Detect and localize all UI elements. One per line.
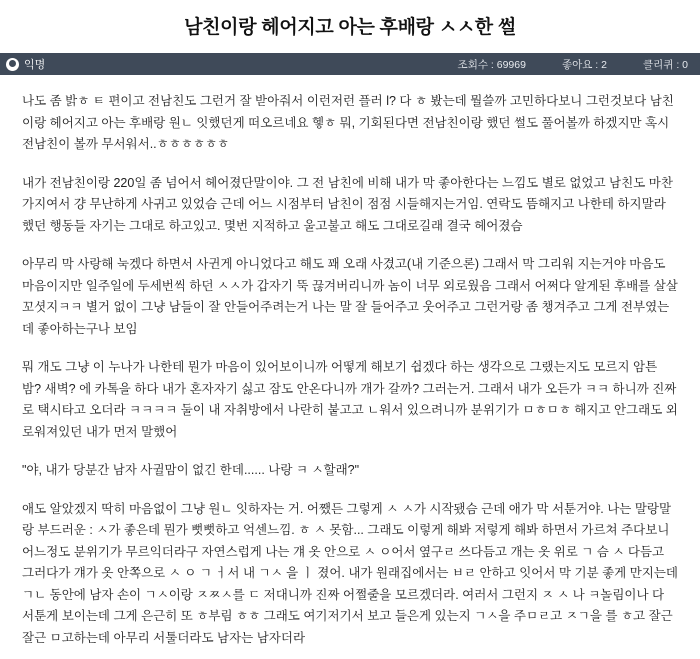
post-stats bbox=[458, 57, 690, 72]
views-count: 조회수 : 69969 bbox=[457, 58, 526, 71]
title-bar bbox=[0, 0, 700, 53]
post-paragraph: 나도 좀 밝ㅎ ㅌ 편이고 전남친도 그런거 잘 받아줘서 이런저런 플러 l? 다 ㅎ 봤는데 뭘쓸까 고민하다보니 그런것보다 남친이랑 헤어지고 아는 후배랑 원ㄴ 잇했던게 떠오르네요 헿ㅎ 뭐, 기회된다면 전남친이랑 했던 썰도 풀어볼까 하겠지만 혹시 전남친이 볼까 무서워서..ㅎㅎㅎㅎㅎㅎ bbox=[22, 94, 674, 151]
author-block bbox=[6, 56, 45, 72]
post-paragraph: 내가 전남친이랑 220일 좀 넘어서 헤어졌단말이야. 그 전 남친에 비해 내가 막 좋아한다는 느낌도 별로 없었고 남친도 마찬가지여서 걍 무난하게 사귀고 있었슴 근데 어느 시점부터 남친이 점점 시들해지는거임. 연락도 뜸해지고 나한테 하지말라 했던 행동들 자기는 그대로 하고있고. 몇번 지적하고 울고불고 해도 그대로길래 결국 헤어졌슴 bbox=[22, 175, 673, 233]
post-paragraph: 애도 알았겠지 딱히 마음없이 그냥 원ㄴ 잇하자는 거. 어쨌든 그렇게 ㅅ ㅅ가 시작됐슴 근데 애가 막 서툰거야. 나는 말랑말랑 부드러운 : ㅅ가 좋은데 뭔가 뻣뻣하고 억센느낌. ㅎ ㅅ 못함... 그래도 이렇게 해봐 저렇게 해봐 하면서 가르쳐 주다보니 어느정도 분위기가 무르익더라구 자연스럽게 나는 걔 옷 안으로 ㅅ ㅇ어서 옆구ㄹ 쓰다듬고 개는 옷 위로 ㄱ 슴 ㅅ 다듬고 그러다가 걔가 옷 안쪽으로 ㅅ ㅇ ㄱ ㅓ서 내 ㄱㅅ 을 ㅣ 졌어. 내가 원래집에서는 ㅂㄹ 안하고 잇어서 막 기분 좋게 만지는데 ㄱㄴ 동안에 남자 손이 ㄱㅅ이랑 ㅈㅉㅅ를 ㄷ 저대니까 진짜 어쩔줄을 모르겠더라. 여러서 그런지 ㅈ ㅅ 나 ㅋ놀림이나 다 서툰게 보이는데 그게 은근히 또 ㅎ부림 ㅎㅎ 그래도 여기저기서 보고 들은게 있는지 ㄱㅅ을 주ㅁㄹ고 ㅈㄱ을 를 ㅎ고 잘근잘근 ㅁ고하는데 아무리 서툴더라도 남자는 남자더라 bbox=[22, 501, 679, 645]
post-paragraph-quote: "야, 내가 당분간 남자 사귈맘이 없긴 한데...... 나랑 ㅋ ㅅ할래?" bbox=[22, 463, 360, 477]
post-body bbox=[0, 75, 700, 659]
author-name: 익명 bbox=[24, 59, 46, 71]
page-title: 남친이랑 헤어지고 아는 후배랑 ㅅㅅ한 썰 bbox=[184, 17, 516, 38]
clicks-count: 클리퀴 : 0 bbox=[642, 58, 688, 71]
post-paragraph: 아무리 막 사랑해 눅겠다 하면서 사귄게 아니었다고 해도 꽤 오래 사겼고(내 기준으론) 그래서 막 그리워 지는거야 마음도 마음이지만 일주일에 두세번씩 하던 ㅅㅅ가 갑자기 뚝 끊겨버리니까 놈이 너무 외로웠음 그래서 어쩌다 알게된 후배를 살살 꼬셧지ㅋㅋ 별거 없이 그냥 남들이 잘 안들어주려는거 나는 말 잘 들어주고 웃어주고 그런거랑 좀 챙겨주고 그게 전부였는데 좋아하는구나 보임 bbox=[22, 257, 678, 336]
avatar bbox=[6, 58, 19, 71]
post-paragraph: 뭐 개도 그냥 이 누나가 나한테 뭔가 마음이 있어보이니까 어떻게 해보기 쉽겠다 하는 생각으로 그랬는지도 모르지 암튼 밤? 새벽? 에 카톡을 하다 내가 혼자자기 싫고 잠도 안온다니까 개가 갈까? 그러는거. 그래서 내가 오든가 ㅋㅋ 하니까 진짜로 택시타고 오더라 ㅋㅋㅋㅋ 둘이 내 자취방에서 나란히 붙고고 ㄴ워서 있으려니까 분위기가 ㅁㅎㅁㅎ 해지고 안그래도 외로워져있던 내가 먼저 말했어 bbox=[22, 360, 678, 439]
post-meta-bar bbox=[0, 53, 700, 75]
likes-count: 좋아요 : 2 bbox=[561, 58, 607, 71]
